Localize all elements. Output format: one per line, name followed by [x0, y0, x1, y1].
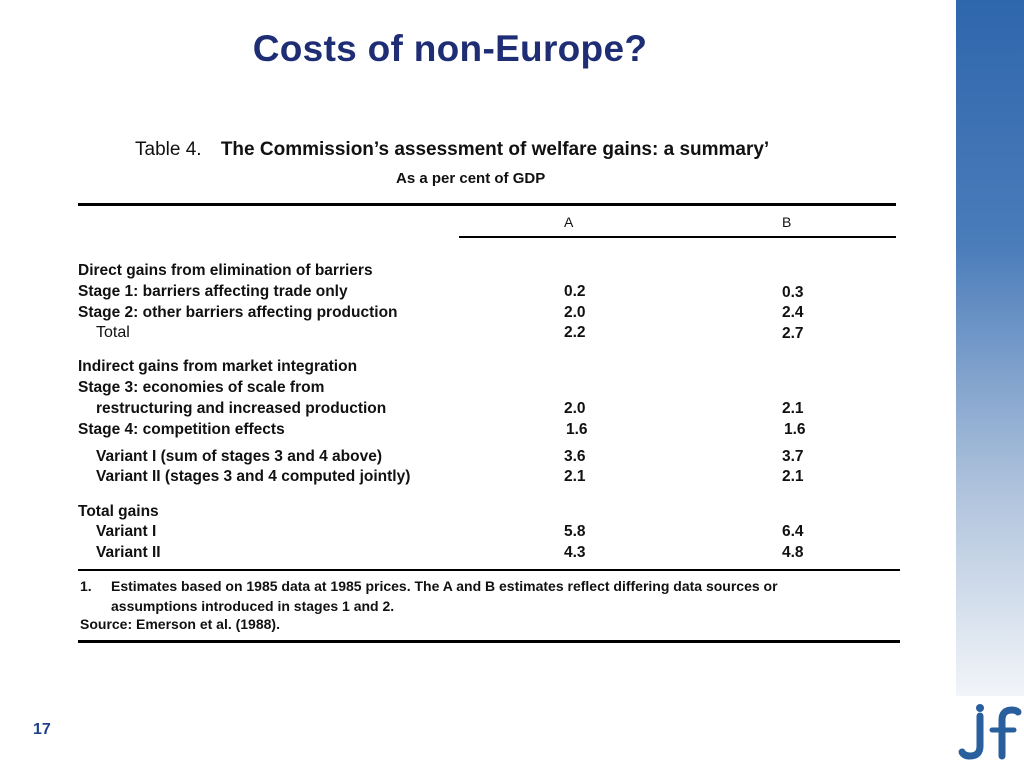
cell-a-variant-2: 2.1 — [564, 468, 586, 485]
notes-rule — [78, 569, 900, 571]
row-total-variant-2: Variant II — [96, 544, 161, 561]
note-line-1: Estimates based on 1985 data at 1985 prices. The A and B estimates reflect differing data sources or — [111, 578, 778, 594]
cell-a-restructuring: 2.0 — [564, 400, 586, 417]
top-thick-rule — [78, 203, 896, 206]
row-total-variant-1: Variant I — [96, 523, 157, 540]
table-subtitle: As a per cent of GDP — [396, 170, 546, 187]
cell-a-stage-1: 0.2 — [564, 283, 586, 300]
cell-b-total-direct: 2.7 — [782, 325, 804, 342]
row-total-direct: Total — [96, 324, 130, 341]
page-number: 17 — [33, 721, 51, 738]
cell-a-variant-1: 3.6 — [564, 448, 586, 465]
row-variant-1: Variant I (sum of stages 3 and 4 above) — [96, 448, 382, 465]
bottom-thick-rule — [78, 640, 900, 643]
cell-a-stage-4: 1.6 — [566, 421, 588, 438]
cell-a-stage-2: 2.0 — [564, 304, 586, 321]
row-restructuring: restructuring and increased production — [96, 400, 387, 417]
section-indirect-gains: Indirect gains from market integration — [78, 358, 358, 375]
slide-title: Costs of non-Europe? — [252, 28, 648, 69]
cell-b-restructuring: 2.1 — [782, 400, 804, 417]
cell-a-total-variant-1: 5.8 — [564, 523, 586, 540]
cell-b-total-variant-1: 6.4 — [782, 523, 804, 540]
section-direct-gains: Direct gains from elimination of barriers — [78, 262, 373, 279]
row-stage-1: Stage 1: barriers affecting trade only — [78, 283, 348, 300]
header-rule — [459, 236, 896, 238]
jf-logo-icon — [956, 696, 1024, 768]
cell-b-total-variant-2: 4.8 — [782, 544, 804, 561]
column-header-b: B — [782, 214, 792, 230]
row-variant-2: Variant II (stages 3 and 4 computed jointly) — [96, 468, 411, 485]
cell-b-variant-1: 3.7 — [782, 448, 804, 465]
cell-b-stage-4: 1.6 — [784, 421, 806, 438]
note-source: Source: Emerson et al. (1988). — [80, 616, 280, 632]
column-header-a: A — [564, 214, 574, 230]
section-total-gains: Total gains — [78, 503, 159, 520]
note-line-2: assumptions introduced in stages 1 and 2. — [111, 598, 395, 614]
table-caption — [135, 139, 769, 161]
row-stage-2: Stage 2: other barriers affecting production — [78, 304, 398, 321]
table-number: Table 4. — [135, 139, 202, 160]
row-stage-4: Stage 4: competition effects — [78, 421, 285, 438]
cell-a-total-direct: 2.2 — [564, 324, 586, 341]
side-gradient-bar — [956, 0, 1024, 696]
cell-b-stage-2: 2.4 — [782, 304, 804, 321]
note-number: 1. — [80, 578, 92, 594]
row-stage-3: Stage 3: economies of scale from — [78, 379, 325, 396]
table-title: The Commission’s assessment of welfare gains: a summary’ — [220, 139, 770, 160]
cell-b-stage-1: 0.3 — [782, 284, 804, 301]
cell-b-variant-2: 2.1 — [782, 468, 804, 485]
cell-a-total-variant-2: 4.3 — [564, 544, 586, 561]
